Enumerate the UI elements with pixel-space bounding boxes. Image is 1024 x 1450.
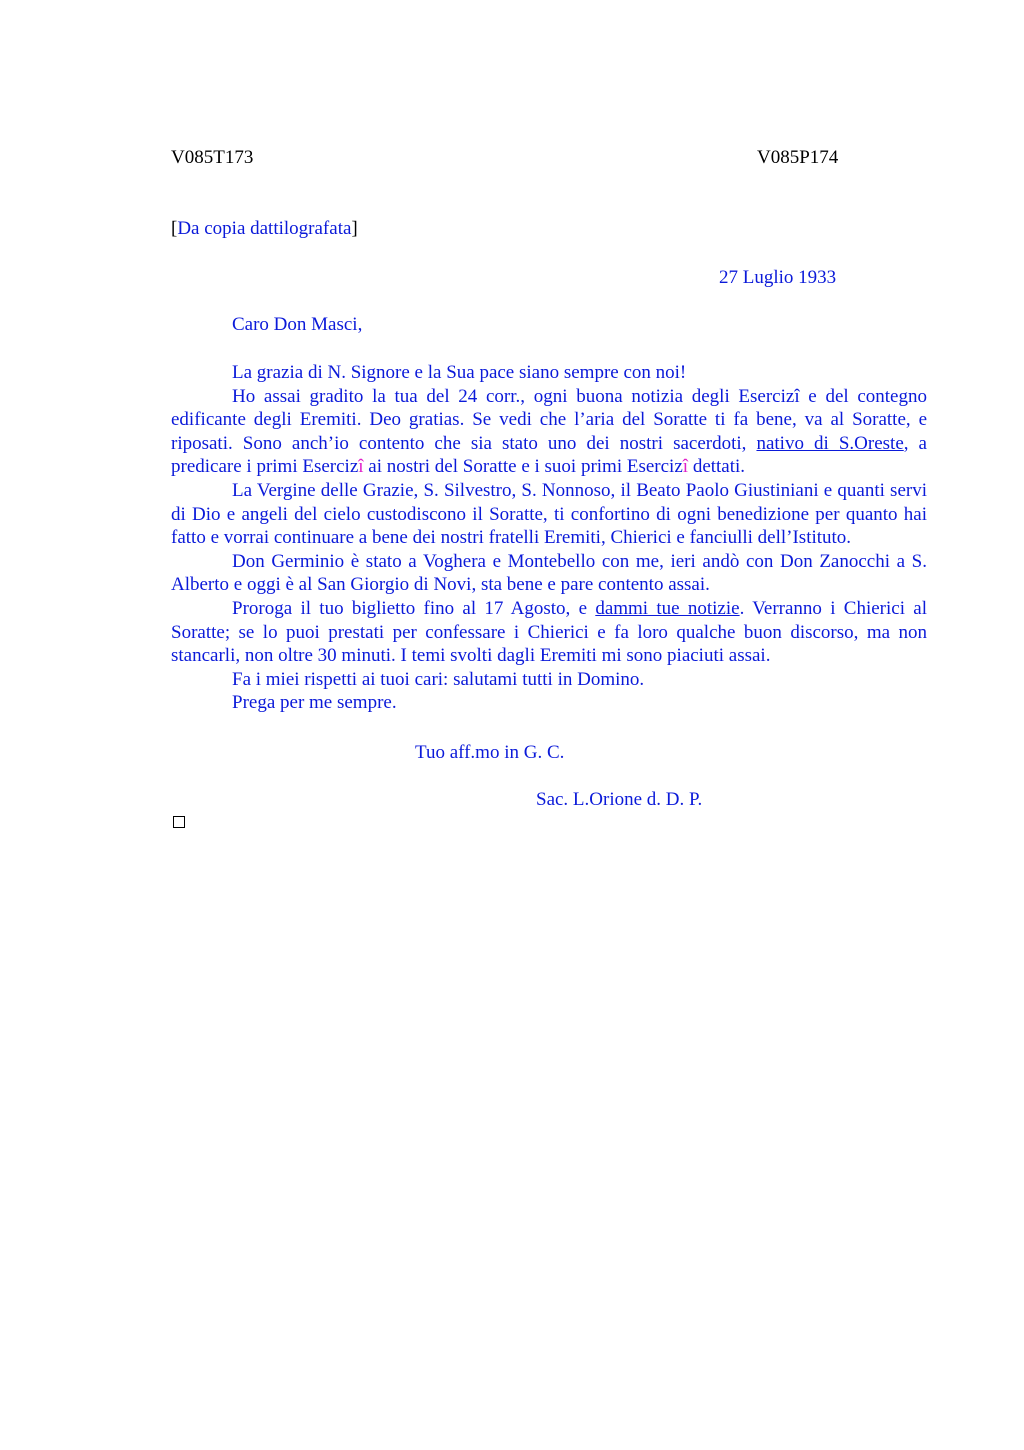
closing-line: Tuo aff.mo in G. C. — [415, 742, 565, 763]
signature: Sac. L.Orione d. D. P. — [536, 789, 703, 810]
letter-date: 27 Luglio 1933 — [719, 267, 837, 288]
salutation: Caro Don Masci, — [232, 314, 363, 335]
right-document-code: V085P174 — [757, 147, 839, 168]
dammi-tue-notizie-underlined: dammi tue notizie — [595, 597, 740, 619]
paragraph-soratte-text-c: ai nostri del Soratte e i suoi primi Eserciz — [363, 456, 683, 478]
left-document-code: V085T173 — [171, 147, 254, 168]
paragraph-biglietto-text-b: . Verranno i Chierici al Soratte; se lo puoi prestati per confessare i Chierici e fa loro qualche buon discorso, ma non stancarli, non oltre 30 minuti. I temi svolti dagli Eremiti mi sono piaciuti assai. — [171, 597, 928, 667]
circumflex-mark-1: î — [358, 456, 364, 478]
source-note-open-bracket: [ — [171, 218, 178, 239]
paragraph-greeting: La grazia di N. Signore e la Sua pace siano sempre con noi! — [232, 362, 687, 383]
paragraph-biglietto — [171, 597, 927, 668]
paragraph-germinio: Don Germinio è stato a Voghera e Montebello con me, ieri andò con Don Zanocchi a S. Alberto e oggi è al San Giorgio di Novi, sta bene e pare contento assai. — [171, 550, 927, 596]
source-note — [171, 217, 358, 241]
end-of-document-box — [173, 816, 185, 828]
source-note-text: Da copia dattilografata — [177, 218, 352, 239]
circumflex-mark-2: î — [682, 456, 689, 478]
paragraph-prega: Prega per me sempre. — [232, 692, 397, 714]
paragraph-soratte-text-d: dettati. — [688, 456, 746, 478]
paragraph-soratte-text-b: , a predicare i primi Eserciz — [171, 432, 927, 478]
paragraph-rispetti: Fa i miei rispetti ai tuoi cari: salutami tutti in Domino. — [232, 668, 645, 690]
paragraph-biglietto-text-a: Proroga il tuo biglietto fino al 17 Agosto, e — [232, 597, 596, 619]
letter-body — [171, 361, 927, 715]
source-note-close-bracket: ] — [351, 218, 358, 239]
paragraph-blessing: La Vergine delle Grazie, S. Silvestro, S. Nonnoso, il Beato Paolo Giustiniani e quanti servi di Dio e angeli del cielo custodiscono il Soratte, ti confortino di ogni benedizione per quanto hai fatto e vorrai continuare a bene dei nostri fratelli Eremiti, Chierici e fanciulli dell’Istituto. — [171, 479, 927, 549]
paragraph-soratte-text-a: Ho assai gradito la tua del 24 corr., ogni buona notizia degli Esercizî e del contegno edificante degli Eremiti. Deo gratias. Se vedi che l’aria del Soratte ti fa bene, va al Soratte, e riposati. Sono anch’io contento che sia stato uno dei nostri sacerdoti, — [171, 385, 927, 454]
nativo-di-s-oreste-underlined: nativo di S.Oreste — [756, 432, 904, 454]
paragraph-soratte — [171, 385, 927, 479]
